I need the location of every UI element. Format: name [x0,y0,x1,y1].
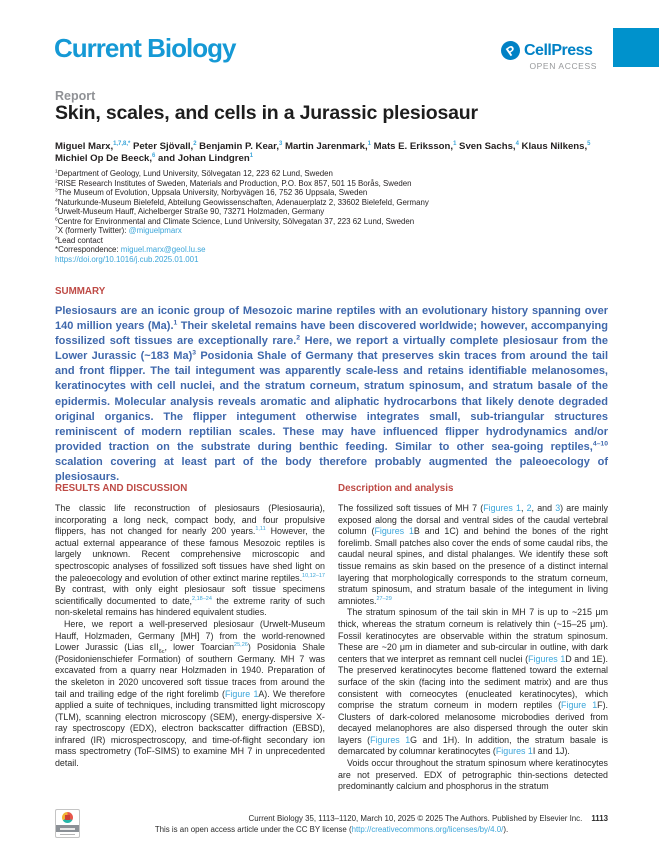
citation-ref[interactable]: 1 [249,152,254,159]
open-access-label: OPEN ACCESS [529,61,597,71]
summary-text: Plesiosaurs are an iconic group of Mesozoic marine reptiles with an evolutionary history spanning over 140 million years (Ma).$^1$ Their skeletal remains have been discovered worldwide; however, accompanying fossilized soft tissues are exceptionally rare.$^2$ Here, we report a virtually complete plesiosaur from the Lower Jurassic (~183 Ma)$^3$ Posidonia Shale of Germany that preserves skin traces from around the tail and front flipper. The tail integument was apparently scale-less and retains identifiable melanosomes, keratinocytes with cell nuclei, and the stratum corneum, stratum spinosum, and stratum basale of the epidermis. Molecular analysis reveals aromatic and aliphatic hydrocarbons that likely denote degraded original organics. The flipper integument otherwise integrates small, sub-triangular structures reminiscent of modern reptilian scales. These may have influenced flipper hydrodynamics and/or provided traction on the substrate during benthic feeding. Similar to other sea-going reptiles,$^{4-10}$ scalation covering at least part of the body therefore probably augmented the paleoecology of plesiosaurs. [55,305,609,484]
results-heading: RESULTS AND DISCUSSION [55,483,188,494]
affiliation-line [55,255,608,265]
citation-ref[interactable]: 10,12–17 [302,572,325,579]
affiliation-line: $^5$Urwelt-Museum Hauff, Aichelberger Straße 90, 73271 Holzmaden, Germany [55,207,325,217]
article-type-kicker: Report [55,89,96,103]
svg-text:P: P [503,42,519,60]
footer-citation: Current Biology 35, 1113–1120, March 10, 2025 © 2025 The Authors. Published by Elsevier Inc. [248,814,583,823]
accent-corner-square [613,28,659,67]
description-heading: Description and analysis [338,483,454,494]
paragraph: The classic life reconstruction of plesiosaurs (Plesiosauria), incorporating a long neck, compact body, and four propulsive flippers, has not changed for nearly 200 years.$^{1,11}$ However, the actual external appearance of these famous Mesozoic reptiles is largely unknown. Recent comprehensive microscopic and spectroscopic analyses of fossilized soft tissues have shed light on the paleoecology and evolution of other extinct marine reptiles.$^{10,12-17}$ By contrast, with only eight plesiosaur soft tissue specimens scientifically documented to date,$^{2,18-24}$ the extreme rarity of such non-skeletal remains has hindered equivalent studies. [55,503,325,618]
inline-link[interactable]: Figure 1 [224,688,259,699]
left-column-paragraphs [55,503,325,770]
citation-ref[interactable]: 1,7,8,* [113,140,131,147]
two-column-body [55,483,608,807]
footer-license: This is an open access article under the CC BY license (http://creativecommons.org/licenses/by/4.0/). [154,825,509,834]
citation-ref[interactable]: 1,11 [255,526,266,533]
citation-ref[interactable]: 1 [367,140,371,147]
affiliations-block [55,169,608,264]
affiliation-line: $^2$RISE Research Institutes of Sweden, Materials and Production, P.O. Box 857, 501 15 Borås, Sweden [55,178,412,188]
inline-link[interactable]: Figures 1 [374,526,414,537]
right-column-paragraphs [338,503,608,793]
right-column [338,483,608,807]
citation-ref[interactable]: 3 [279,140,283,147]
cellpress-logo-icon [501,41,520,60]
inline-link[interactable]: Figures 1 [495,746,533,757]
affiliation-line: $^3$The Museum of Evolution, Uppsala University, Norbyvägen 16, 752 36 Uppsala, Sweden [55,188,368,198]
inline-link[interactable]: Figures 1 [370,734,411,745]
inline-link[interactable]: 2 [526,503,532,513]
inline-link[interactable]: 3 [555,503,561,513]
affiliation-line: $^6$Centre for Environmental and Climate Science, Lund University, Sölvegatan 37, 223 62 Lund, Sweden [55,216,415,226]
affiliation-line: *Correspondence: miguel.marx@geol.lu.se [55,245,206,255]
citation-ref[interactable]: 5 [587,140,591,147]
left-column [55,483,325,807]
paragraph: Voids occur throughout the stratum spinosum where keratinocytes are not preserved. EDX of petrographic thin-sections detected predominantly calcium and phosphorus in the stratum [338,758,608,792]
affiliation-line: $^8$Lead contact [55,235,103,245]
publisher-block [501,41,597,71]
paragraph: The fossilized soft tissues of MH 7 (Figures 1, 2, and 3) are mainly exposed along the dorsal and ventral sides of the caudal vertebral column (Figures 1B and 1C) and behind the bones of the right forelimb. Small patches also cover the ends of some caudal ribs, the caudal neural spines, and distal phalanges. We identify these soft tissue remains as skin based on the presence of a distinct internal layering that morphologically corresponds to the stratum corneum, stratum spinosum, and stratum basale of the integument in living amniotes.$^{27-29}$ [338,503,608,606]
citation-ref[interactable]: 25,26 [234,642,248,649]
paragraph: Here, we report a well-preserved plesiosaur (Urwelt-Museum Hauff, Holzmaden, Germany [MH] 7) from the world-renowned Lower Jurassic (Lias εII$_{6c}$, lower Toarcian$^{25,26}$) Posidonia Shale (Posidonienschiefer Formation) of southern Germany. MH 7 was excavated from a quarry near Holzmaden in 1940. Preparation of the skeleton in 2020 uncovered soft tissue traces from around the tail and trailing edge of the right forelimb (Figure 1A). We therefore applied a suite of techniques, including transmitted light microscopy (TLM), scanning electron microscopy (SEM), energy-dispersive X-ray spectroscopy (EDX), electron backscatter diffraction (EBSD), infrared (IR) microspectroscopy, and time-of-flight secondary ion mass spectrometry (ToF-SIMS) to examine MH 7 in unprecedented detail. [55,618,326,769]
citation-ref[interactable]: 2,18–24 [192,595,212,602]
current-biology-logo: Current Biology [54,33,236,63]
citation-ref[interactable]: 6 [152,152,156,159]
affiliation-line: $^1$Department of Geology, Lund University, Sölvegatan 12, 223 62 Lund, Sweden [55,169,333,178]
citation-ref[interactable]: 2 [193,140,197,147]
inline-link[interactable]: http://creativecommons.org/licenses/by/4.0/ [351,825,504,834]
affiliation-line: $^4$Naturkunde-Museum Bielefeld, Abteilung Geowissenschaften, Adenauerplatz 2, 33602 Bielefeld, Germany [55,197,429,207]
inline-link[interactable]: Figure 1 [561,700,598,711]
author-list: Miguel Marx,$^{1,7,8,*}$ Peter Sjövall,$^2$ Benjamin P. Kear,$^3$ Martin Jarenmark,$^1$ Mats E. Eriksson,$^1$ Sven Sachs,$^4$ Klaus Nilkens,$^5$ Michiel Op De Beeck,$^6$ and Johan Lindgren$^1$ [55,140,591,164]
inline-link[interactable]: Figures 1 [483,503,521,513]
summary-heading: SUMMARY [55,286,106,297]
inline-link[interactable]: Figures 1 [528,653,566,664]
inline-link[interactable]: @miguelpmarx [128,226,182,236]
page-footer [55,813,608,835]
cellpress-logo-text: CellPress [524,41,593,59]
article-title: Skin, scales, and cells in a Jurassic plesiosaur [55,102,478,124]
affiliation-line: $^7$X (formerly Twitter): @miguelpmarx [55,226,182,236]
citation-ref[interactable]: 1 [453,140,457,147]
citation-ref[interactable]: 4 [515,140,519,147]
paragraph: The stratum spinosum of the tail skin in MH 7 is up to ~215 μm thick, whereas the stratum corneum is relatively thin (~15–25 μm). Fossil keratinocytes are observable within the stratum spinosum. These are ~20 μm in diameter and sub-circular in outline, with dark centers that we interpret as remnant cell nuclei (Figures 1D and 1E). The preserved keratinocytes become flattened toward the external surface of the skin (facing into the sediment matrix) and are thus consistent with corneocytes (enucleated keratinocytes), which comprise the stratum corneum in modern reptiles (Figure 1F). Clusters of dark-colored melanosome microbodies derived from decayed melanophores are also dispersed through the outer skin layers (Figures 1G and 1H). In addition, the stratum basale is demarcated by columnar keratinocytes (Figures 1I and 1J). [338,607,608,757]
inline-link[interactable]: miguel.marx@geol.lu.se [120,245,206,255]
page-number: 1113 [591,814,608,823]
inline-link[interactable]: https://doi.org/10.1016/j.cub.2025.01.001 [55,254,199,264]
citation-ref[interactable]: 27–29 [376,595,392,602]
